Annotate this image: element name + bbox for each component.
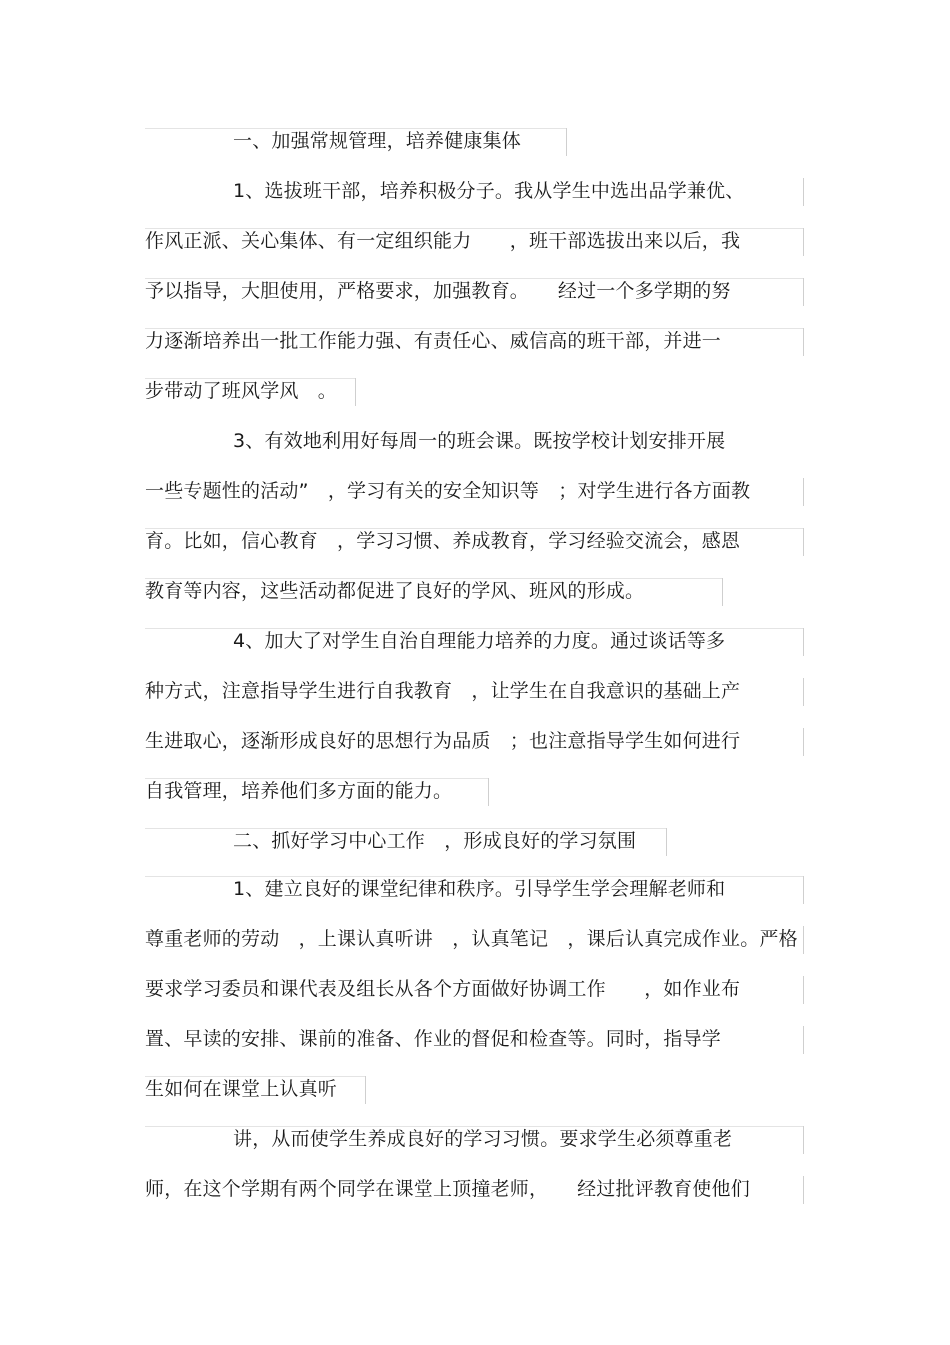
- section-heading: 二、抓好学习中心工作 ，形成良好的学习氛围: [233, 830, 637, 852]
- line-rule: [566, 128, 567, 156]
- paragraph-line: 讲，从而使学生养成良好的学习习惯。要求学生必须尊重老: [233, 1128, 733, 1150]
- paragraph-line: 生进取心，逐渐形成良好的思想行为品质 ；也注意指导学生如何进行: [145, 730, 741, 752]
- line-rule: [803, 628, 804, 656]
- paragraph-line: 力逐渐培养出一批工作能力强、有责任心、威信高的班干部，并进一: [145, 330, 722, 352]
- line-rule: [666, 828, 667, 856]
- line-rule: [803, 478, 804, 506]
- paragraph-line: 种方式，注意指导学生进行自我教育 ，让学生在自我意识的基础上产: [145, 680, 741, 702]
- line-rule: [803, 1126, 804, 1154]
- paragraph-line: 尊重老师的劳动 ，上课认真听讲 ，认真笔记 ，课后认真完成作业。严格: [145, 928, 798, 950]
- line-rule: [803, 328, 804, 356]
- paragraph-line: 自我管理，培养他们多方面的能力。: [145, 780, 453, 802]
- paragraph-line: 要求学习委员和课代表及组长从各个方面做好协调工作 ，如作业布: [145, 978, 741, 1000]
- line-rule: [803, 178, 804, 206]
- line-rule: [722, 578, 723, 606]
- line-rule: [803, 678, 804, 706]
- paragraph-line: 教育等内容，这些活动都促进了良好的学风、班风的形成。: [145, 580, 645, 602]
- paragraph-line: 一些专题性的活动” ，学习有关的安全知识等 ；对学生进行各方面教: [145, 480, 751, 502]
- line-rule: [803, 228, 804, 256]
- paragraph-line: 4、加大了对学生自治自理能力培养的力度。通过谈话等多: [233, 630, 726, 652]
- line-rule: [803, 728, 804, 756]
- paragraph-line: 作风正派、关心集体、有一定组织能力 ，班干部选拔出来以后，我: [145, 230, 741, 252]
- paragraph-line: 师，在这个学期有两个同学在课堂上顶撞老师， 经过批评教育使他们: [145, 1178, 750, 1200]
- line-rule: [803, 1026, 804, 1054]
- line-rule: [355, 378, 356, 406]
- line-rule: [365, 1076, 366, 1104]
- paragraph-line: 1、建立良好的课堂纪律和秩序。引导学生学会理解老师和: [233, 878, 726, 900]
- section-heading: 一、加强常规管理，培养健康集体: [233, 130, 522, 152]
- line-rule: [803, 528, 804, 556]
- line-rule: [803, 278, 804, 306]
- paragraph-line: 育。比如，信心教育 ，学习习惯、养成教育，学习经验交流会，感恩: [145, 530, 741, 552]
- line-rule: [803, 876, 804, 904]
- paragraph-line: 步带动了班风学风 。: [145, 380, 338, 402]
- line-rule: [488, 778, 489, 806]
- line-rule: [803, 926, 804, 954]
- line-rule: [803, 1176, 804, 1204]
- paragraph-line: 予以指导，大胆使用，严格要求，加强教育。 经过一个多学期的努: [145, 280, 731, 302]
- paragraph-line: 置、早读的安排、课前的准备、作业的督促和检查等。同时，指导学: [145, 1028, 722, 1050]
- paragraph-line: 1、选拔班干部，培养积极分子。我从学生中选出品学兼优、: [233, 180, 745, 202]
- paragraph-line: 3、有效地利用好每周一的班会课。既按学校计划安排开展: [233, 430, 726, 452]
- paragraph-line: 生如何在课堂上认真听: [145, 1078, 338, 1100]
- line-rule: [803, 976, 804, 1004]
